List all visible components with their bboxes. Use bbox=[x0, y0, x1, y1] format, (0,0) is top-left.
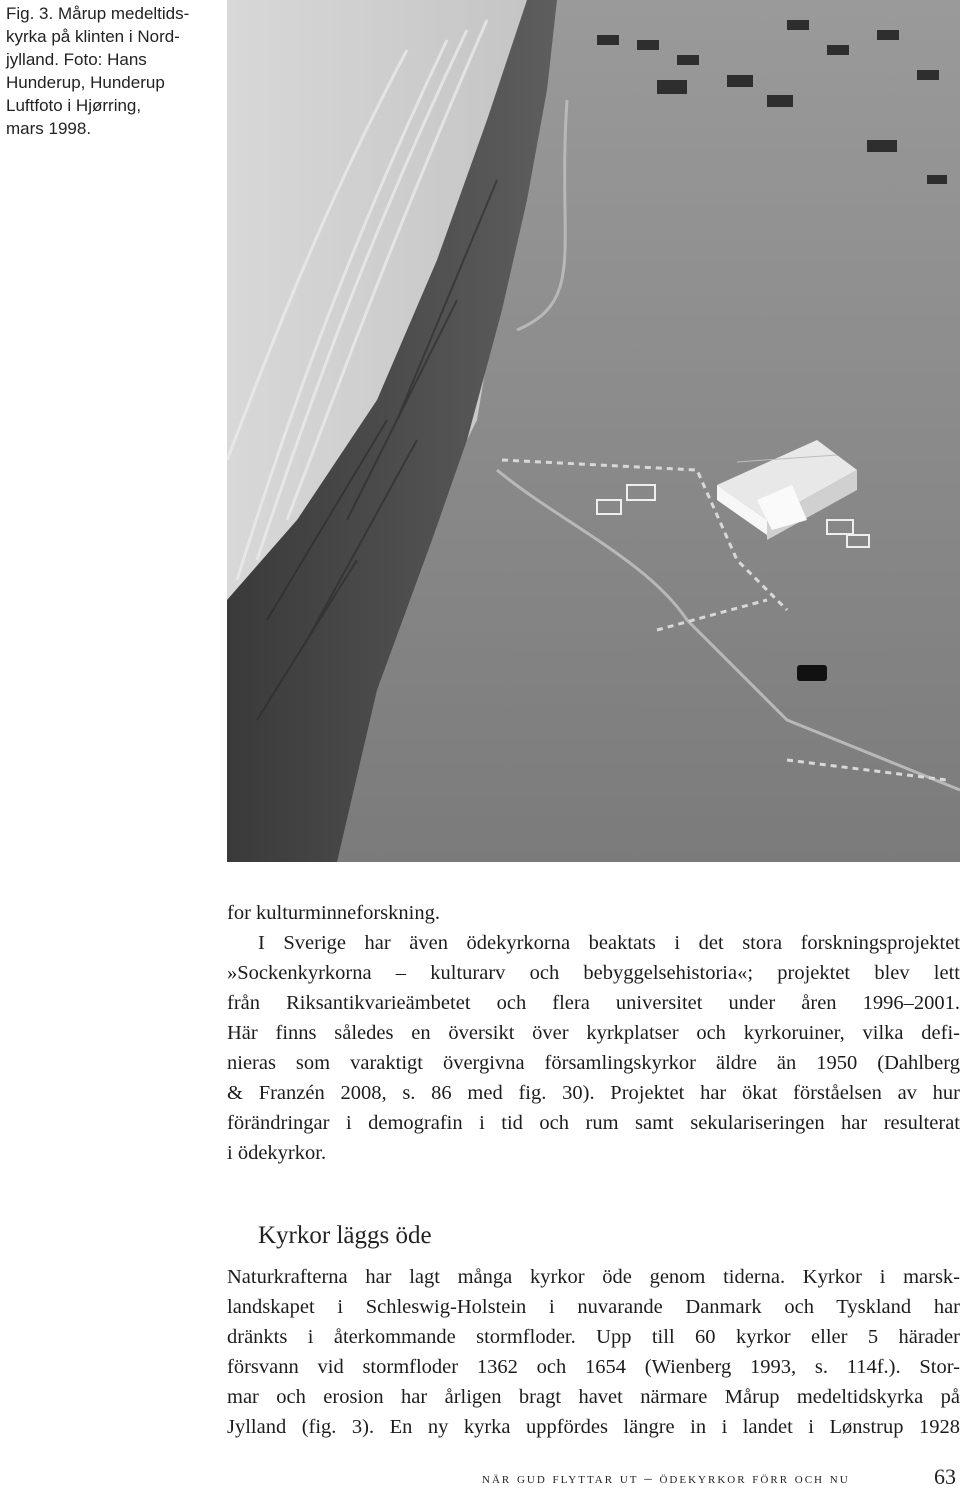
paragraph-intro bbox=[227, 898, 960, 1168]
text-line: försvann vid stormfloder 1362 och 1654 (Wienberg 1993, s. 114f.). Stor- bbox=[227, 1356, 960, 1378]
aerial-photo bbox=[227, 0, 960, 862]
section-heading: Kyrkor läggs öde bbox=[258, 1222, 432, 1249]
text-line: for kulturminneforskning. bbox=[227, 902, 440, 924]
text-line: mar och erosion har årligen bragt havet närmare Mårup medeltidskyrka på bbox=[227, 1386, 960, 1408]
page-number: 63 bbox=[934, 1464, 956, 1489]
text-line: från Riksantikvarieämbetet och flera universitet under åren 1996–2001. bbox=[227, 992, 960, 1014]
car bbox=[797, 665, 827, 681]
text-line: i ödekyrkor. bbox=[227, 1142, 327, 1164]
paragraph-churches bbox=[227, 1262, 960, 1442]
caption-line: Hunderup, Hunderup bbox=[6, 73, 165, 92]
text-line: förändringar i demografin i tid och rum samt sekulariseringen har resulterat bbox=[227, 1112, 960, 1134]
caption-line: Luftfoto i Hjørring, bbox=[6, 96, 142, 115]
text-line: nieras som varaktigt övergivna församlingskyrkor äldre än 1950 (Dahlberg bbox=[227, 1052, 960, 1074]
text-line: »Sockenkyrkorna – kulturarv och bebyggelsehistoria«; projektet blev lett bbox=[227, 962, 960, 984]
text-line: & Franzén 2008, s. 86 med fig. 30). Projektet har ökat förståelsen av hur bbox=[227, 1082, 960, 1104]
caption-line: mars 1998. bbox=[6, 119, 92, 138]
aerial-photo-illustration bbox=[227, 0, 960, 862]
figure-caption bbox=[6, 2, 206, 140]
caption-line: Fig. 3. Mårup medeltids- bbox=[6, 4, 190, 23]
running-title: när gud flyttar ut – ödekyrkor förr och nu bbox=[482, 1471, 850, 1487]
text-line: Naturkrafterna har lagt många kyrkor öde genom tiderna. Kyrkor i marsk- bbox=[227, 1266, 960, 1288]
caption-line: kyrka på klinten i Nord- bbox=[6, 27, 180, 46]
text-line: Här finns således en översikt över kyrkplatser och kyrkoruiner, vilka defi- bbox=[227, 1022, 960, 1044]
text-line: Jylland (fig. 3). En ny kyrka uppfördes längre in i landet i Lønstrup 1928 bbox=[227, 1416, 960, 1438]
caption-line: jylland. Foto: Hans bbox=[6, 50, 147, 69]
text-line: landskapet i Schleswig-Holstein i nuvarande Danmark och Tyskland har bbox=[227, 1296, 960, 1318]
text-line: I Sverige har även ödekyrkorna beaktats i det stora forskningsprojektet bbox=[258, 932, 960, 954]
text-line: dränkts i återkommande stormfloder. Upp till 60 kyrkor eller 5 härader bbox=[227, 1326, 960, 1348]
